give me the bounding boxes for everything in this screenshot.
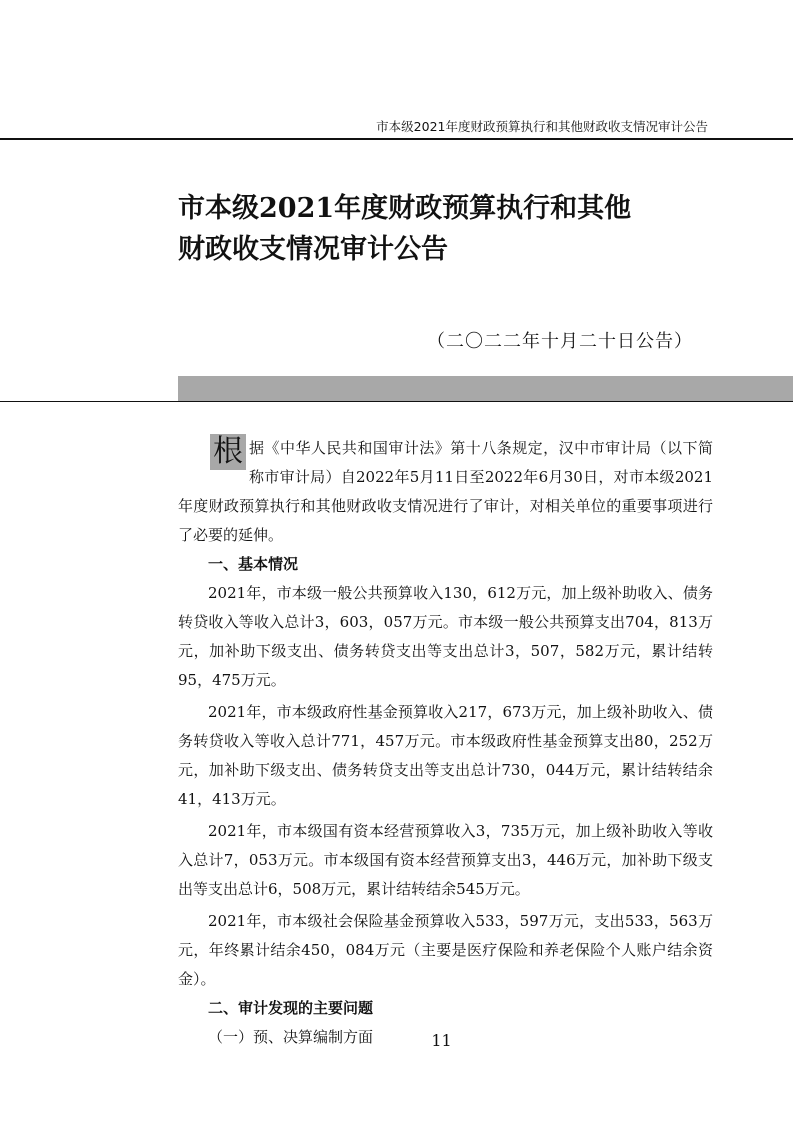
announcement-date: （二〇二二年十月二十日公告） bbox=[427, 331, 693, 352]
paragraph-general-budget: 2021年，市本级一般公共预算收入130，612万元，加上级补助收入、债务转贷收入等收入总计3，603，057万元。市本级一般公共预算支出704，813万元，加补助下级支出、债务转贷支出等支出总计3，507，582万元，累计结转95，475万元。 bbox=[178, 584, 713, 689]
intro-text: 据《中华人民共和国审计法》第十八条规定，汉中市审计局（以下简称市审计局）自2022年5月11日至2022年6月30日，对市本级2021年度财政预算执行和其他财政收支情况进行了审计，对相关单位的重要事项进行了必要的延伸。 bbox=[178, 439, 713, 544]
title-line-1: 市本级2021年度财政预算执行和其他 bbox=[178, 193, 632, 224]
paragraph-social-insurance-budget: 2021年，市本级社会保险基金预算收入533，597万元，支出533，563万元，年终累计结余450，084万元（主要是医疗保险和养老保险个人账户结余资金）。 bbox=[178, 912, 713, 988]
paragraph-fund-budget: 2021年，市本级政府性基金预算收入217，673万元，加上级补助收入、债务转贷收入等收入总计771，457万元。市本级政府性基金预算支出80，252万元，加补助下级支出、债务转贷支出等支出总计730，044万元，累计结转结余41，413万元。 bbox=[178, 703, 713, 808]
page-title bbox=[178, 188, 631, 270]
section-heading-problems: 二、审计发现的主要问题 bbox=[208, 999, 374, 1017]
intro-paragraph bbox=[178, 432, 713, 550]
decorative-gray-band bbox=[178, 376, 793, 401]
title-line-2: 财政收支情况审计公告 bbox=[178, 234, 448, 265]
subsection-heading-budget-preparation: （一）预、决算编制方面 bbox=[208, 1028, 374, 1046]
body-text bbox=[178, 432, 713, 1052]
page-number: 11 bbox=[431, 1031, 452, 1050]
section-heading-basic: 一、基本情况 bbox=[208, 555, 299, 573]
dropcap: 根 bbox=[210, 434, 246, 470]
section-rule bbox=[0, 401, 793, 402]
header-rule bbox=[0, 138, 793, 140]
running-header: 市本级2021年度财政预算执行和其他财政收支情况审计公告 bbox=[376, 119, 708, 134]
paragraph-state-capital-budget: 2021年，市本级国有资本经营预算收入3，735万元，加上级补助收入等收入总计7，053万元。市本级国有资本经营预算支出3，446万元，加补助下级支出等支出总计6，508万元，累计结转结余545万元。 bbox=[178, 822, 713, 898]
